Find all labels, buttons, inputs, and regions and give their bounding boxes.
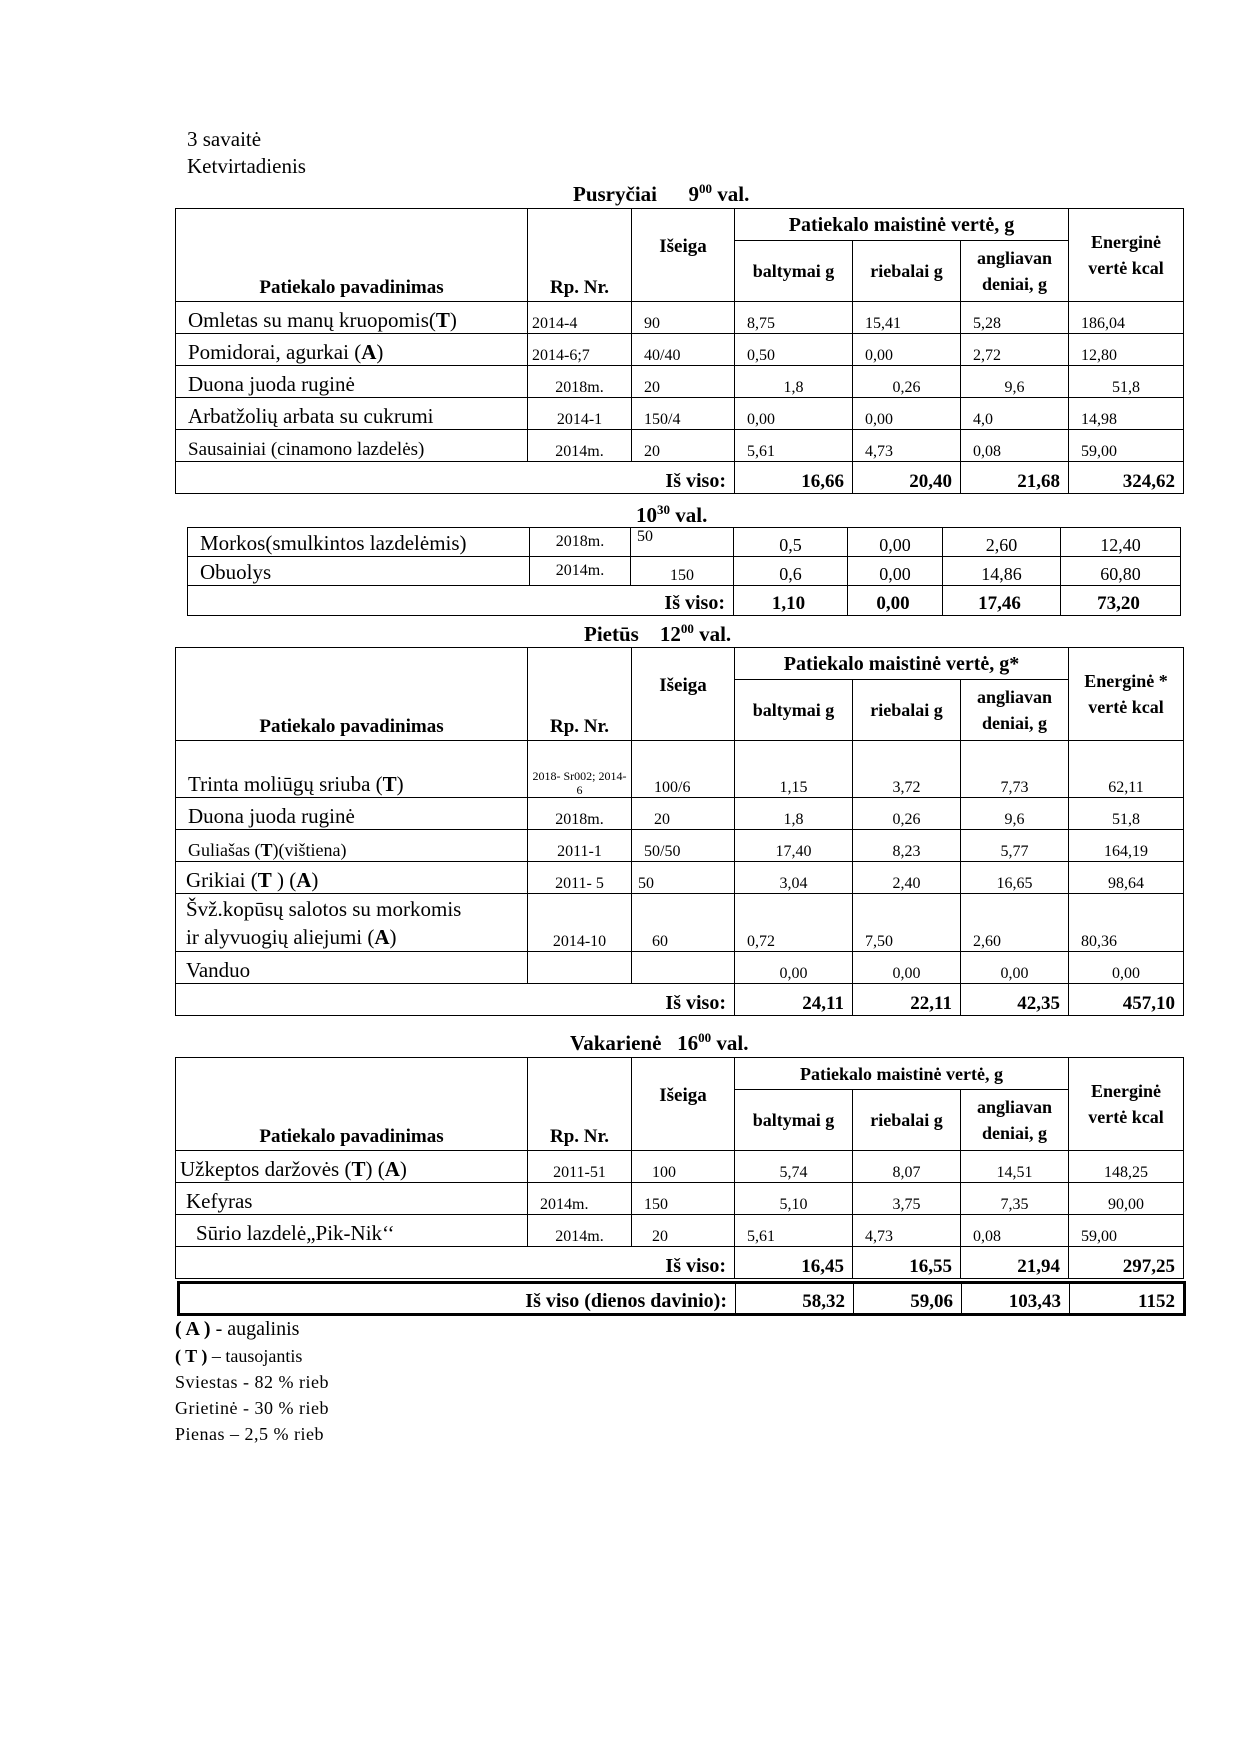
rp-number: 2011- 5 <box>528 862 632 894</box>
fat-value: 0,00 <box>853 952 961 984</box>
fat-value: 8,23 <box>853 830 961 862</box>
table-row <box>188 557 1181 586</box>
protein-value: 3,04 <box>735 862 853 894</box>
rp-number: 2014-4 <box>528 302 632 334</box>
rp-number: 2014-1 <box>528 398 632 430</box>
fat-value: 3,75 <box>853 1183 961 1215</box>
protein-value: 17,40 <box>735 830 853 862</box>
col-baltymai-header: baltymai g <box>735 680 853 741</box>
col-nutr-header: Patiekalo maistinė vertė, g <box>735 209 1069 241</box>
energy-value: 51,8 <box>1069 798 1184 830</box>
dish-name: Guliašas (T)(vištiena) <box>176 830 528 862</box>
dish-name: Užkeptos daržovės (T) (A) <box>176 1151 528 1183</box>
protein-value: 5,61 <box>735 1215 853 1247</box>
breakfast-table <box>175 208 1184 494</box>
lunch-title: Pietūs $12^{00}$ val. <box>584 621 732 646</box>
rp-number: 2014m. <box>528 1215 632 1247</box>
carb-value: 2,60 <box>961 894 1069 952</box>
col-riebalai-header: riebalai g <box>853 1090 961 1151</box>
dish-name: Obuolys <box>188 557 530 586</box>
fat-value: 8,07 <box>853 1151 961 1183</box>
fat-value: 0,26 <box>853 366 961 398</box>
total-carb: 42,35 <box>961 984 1069 1016</box>
energy-value: 59,00 <box>1069 1215 1184 1247</box>
col-energy-header: Energinė vertė kcal <box>1069 209 1184 302</box>
iseiga-value: 100 <box>632 1151 735 1183</box>
day-total-table <box>177 1281 1186 1316</box>
dinner-table <box>175 1057 1184 1279</box>
col-rp-header: Rp. Nr. <box>528 648 632 741</box>
total-label: Iš viso: <box>176 984 735 1016</box>
total-row <box>176 1247 1184 1279</box>
total-energy: 73,20 <box>1061 586 1181 616</box>
carb-value: 2,72 <box>961 334 1069 366</box>
col-name-header: Patiekalo pavadinimas <box>176 648 528 741</box>
protein-value: 0,5 <box>734 528 848 557</box>
iseiga-value: 50/50 <box>632 830 735 862</box>
iseiga-value: 20 <box>632 366 735 398</box>
rp-number: 2011-1 <box>528 830 632 862</box>
col-riebalai-header: riebalai g <box>853 680 961 741</box>
dish-name: Kefyras <box>176 1183 528 1215</box>
col-riebalai-header: riebalai g <box>853 241 961 302</box>
rp-number: 2011-51 <box>528 1151 632 1183</box>
total-fat: 22,11 <box>853 984 961 1016</box>
energy-value: 12,40 <box>1061 528 1181 557</box>
dish-name: Duona juoda ruginė <box>176 366 528 398</box>
legend-pienas: Pienas – 2,5 % rieb <box>175 1424 324 1444</box>
legend-sviestas: Sviestas - 82 % rieb <box>175 1372 329 1392</box>
energy-value: 59,00 <box>1069 430 1184 462</box>
legend-grietine: Grietinė - 30 % rieb <box>175 1398 329 1418</box>
legend-augalinis: ( A ) - augalinis <box>175 1318 300 1340</box>
rp-number: 2014-6;7 <box>528 334 632 366</box>
total-fat: 0,00 <box>848 586 943 616</box>
carb-value: 9,6 <box>961 798 1069 830</box>
total-energy: 457,10 <box>1069 984 1184 1016</box>
total-energy: 324,62 <box>1069 462 1184 494</box>
iseiga-value <box>632 952 735 984</box>
col-angl-header: angliavan deniai, g <box>961 241 1069 302</box>
energy-value: 12,80 <box>1069 334 1184 366</box>
energy-value: 148,25 <box>1069 1151 1184 1183</box>
iseiga-value: 60 <box>632 894 735 952</box>
col-name-header: Patiekalo pavadinimas <box>176 209 528 302</box>
iseiga-value: 50 <box>631 528 734 557</box>
dish-name: Grikiai (T ) (A) <box>176 862 528 894</box>
dish-name: Sūrio lazdelė„Pik-Nik‘‘ <box>176 1215 528 1247</box>
day-total-row <box>179 1283 1185 1315</box>
energy-value: 51,8 <box>1069 366 1184 398</box>
fat-value: 0,26 <box>853 798 961 830</box>
col-baltymai-header: baltymai g <box>735 241 853 302</box>
table-row <box>176 302 1184 334</box>
carb-value: 2,60 <box>943 528 1061 557</box>
carb-value: 4,0 <box>961 398 1069 430</box>
col-iseiga-header: Išeiga <box>632 209 735 302</box>
rp-number: 2014m. <box>528 1183 632 1215</box>
energy-value: 186,04 <box>1069 302 1184 334</box>
energy-value: 62,11 <box>1069 741 1184 798</box>
total-protein: 1,10 <box>734 586 848 616</box>
col-nutr-header: Patiekalo maistinė vertė, g* <box>735 648 1069 680</box>
iseiga-value: 40/40 <box>632 334 735 366</box>
rp-number: 2014m. <box>528 430 632 462</box>
iseiga-value: 20 <box>632 430 735 462</box>
col-rp-header: Rp. Nr. <box>528 1058 632 1151</box>
fat-value: 15,41 <box>853 302 961 334</box>
day-total-carb: 103,43 <box>962 1283 1070 1315</box>
protein-value: 5,10 <box>735 1183 853 1215</box>
protein-value: 0,00 <box>735 398 853 430</box>
week-label: 3 savaitė <box>187 127 262 151</box>
col-angl-header: angliavan deniai, g <box>961 680 1069 741</box>
total-fat: 16,55 <box>853 1247 961 1279</box>
protein-value: 1,15 <box>735 741 853 798</box>
dish-name: Trinta moliūgų sriuba (T) <box>176 741 528 798</box>
rp-number: 2018m. <box>528 798 632 830</box>
col-nutr-header: Patiekalo maistinė vertė, g <box>735 1058 1069 1090</box>
energy-value: 60,80 <box>1061 557 1181 586</box>
energy-value: 90,00 <box>1069 1183 1184 1215</box>
iseiga-value: 20 <box>632 1215 735 1247</box>
total-protein: 16,66 <box>735 462 853 494</box>
carb-value: 7,73 <box>961 741 1069 798</box>
dish-name: Arbatžolių arbata su cukrumi <box>176 398 528 430</box>
energy-value: 80,36 <box>1069 894 1184 952</box>
table-row <box>176 334 1184 366</box>
carb-value: 0,08 <box>961 1215 1069 1247</box>
carb-value: 0,08 <box>961 430 1069 462</box>
fat-value: 0,00 <box>853 334 961 366</box>
protein-value: 0,50 <box>735 334 853 366</box>
protein-value: 0,00 <box>735 952 853 984</box>
total-label: Iš viso: <box>176 1247 735 1279</box>
col-name-header: Patiekalo pavadinimas <box>176 1058 528 1151</box>
table-row <box>176 830 1184 862</box>
iseiga-value: 150 <box>631 557 734 586</box>
table-row <box>176 1183 1184 1215</box>
dish-name: Švž.kopūsų salotos su morkomis ir alyvuogių aliejumi (A) <box>176 894 528 952</box>
energy-value: 0,00 <box>1069 952 1184 984</box>
iseiga-value: 20 <box>632 798 735 830</box>
iseiga-value: 100/6 <box>632 741 735 798</box>
fat-value: 0,00 <box>848 528 943 557</box>
col-iseiga-header: Išeiga <box>632 648 735 741</box>
carb-value: 0,00 <box>961 952 1069 984</box>
dish-name: Duona juoda ruginė <box>176 798 528 830</box>
dish-name: Omletas su manų kruopomis(T) <box>176 302 528 334</box>
total-protein: 24,11 <box>735 984 853 1016</box>
legend-tausojantis: ( T ) – tausojantis <box>175 1346 303 1366</box>
total-energy: 297,25 <box>1069 1247 1184 1279</box>
table-row <box>176 398 1184 430</box>
fat-value: 3,72 <box>853 741 961 798</box>
dish-name: Vanduo <box>176 952 528 984</box>
dish-name: Sausainiai (cinamono lazdelės) <box>176 430 528 462</box>
lunch-table <box>175 647 1184 1016</box>
total-carb: 21,68 <box>961 462 1069 494</box>
rp-number: 2018m. <box>530 528 631 557</box>
table-row <box>176 862 1184 894</box>
protein-value: 0,72 <box>735 894 853 952</box>
iseiga-value: 50 <box>632 862 735 894</box>
table-row <box>176 1215 1184 1247</box>
fat-value: 2,40 <box>853 862 961 894</box>
protein-value: 5,74 <box>735 1151 853 1183</box>
total-fat: 20,40 <box>853 462 961 494</box>
snack-title: $10^{30}$ val. <box>636 502 708 527</box>
table-row <box>188 528 1181 557</box>
carb-value: 14,86 <box>943 557 1061 586</box>
day-total-label: Iš viso (dienos davinio): <box>179 1283 736 1315</box>
dish-name: Pomidorai, agurkai (A) <box>176 334 528 366</box>
energy-value: 98,64 <box>1069 862 1184 894</box>
iseiga-value: 90 <box>632 302 735 334</box>
col-angl-header: angliavan deniai, g <box>961 1090 1069 1151</box>
fat-value: 0,00 <box>853 398 961 430</box>
carb-value: 9,6 <box>961 366 1069 398</box>
table-row <box>176 894 1184 952</box>
day-total-fat: 59,06 <box>854 1283 962 1315</box>
table-row <box>176 952 1184 984</box>
fat-value: 4,73 <box>853 1215 961 1247</box>
breakfast-title: Pusryčiai $9^{00}$ val. <box>573 181 750 206</box>
rp-number <box>528 952 632 984</box>
carb-value: 7,35 <box>961 1183 1069 1215</box>
protein-value: 1,8 <box>735 798 853 830</box>
total-row <box>176 462 1184 494</box>
fat-value: 0,00 <box>848 557 943 586</box>
col-energy-header: Energinė vertė kcal <box>1069 1058 1184 1151</box>
rp-number: 2014-10 <box>528 894 632 952</box>
iseiga-value: 150/4 <box>632 398 735 430</box>
table-row <box>176 366 1184 398</box>
protein-value: 1,8 <box>735 366 853 398</box>
total-protein: 16,45 <box>735 1247 853 1279</box>
fat-value: 4,73 <box>853 430 961 462</box>
table-row <box>176 430 1184 462</box>
col-rp-header: Rp. Nr. <box>528 209 632 302</box>
total-row <box>176 984 1184 1016</box>
snack-table <box>187 527 1181 616</box>
protein-value: 5,61 <box>735 430 853 462</box>
day-total-protein: 58,32 <box>736 1283 854 1315</box>
total-carb: 21,94 <box>961 1247 1069 1279</box>
total-label: Iš viso: <box>188 586 734 616</box>
total-row <box>188 586 1181 616</box>
day-total-energy: 1152 <box>1070 1283 1185 1315</box>
carb-value: 5,28 <box>961 302 1069 334</box>
protein-value: 0,6 <box>734 557 848 586</box>
col-energy-header: Energinė * vertė kcal <box>1069 648 1184 741</box>
energy-value: 14,98 <box>1069 398 1184 430</box>
rp-number: 2018- Sr002; 2014-6 <box>528 741 632 798</box>
carb-value: 14,51 <box>961 1151 1069 1183</box>
day-label: Ketvirtadienis <box>187 154 306 178</box>
dinner-title: Vakarienė $16^{00}$ val. <box>570 1030 749 1055</box>
total-carb: 17,46 <box>943 586 1061 616</box>
total-label: Iš viso: <box>176 462 735 494</box>
table-row <box>176 798 1184 830</box>
rp-number: 2014m. <box>530 557 631 586</box>
carb-value: 16,65 <box>961 862 1069 894</box>
rp-number: 2018m. <box>528 366 632 398</box>
table-row <box>176 1151 1184 1183</box>
iseiga-value: 150 <box>632 1183 735 1215</box>
col-baltymai-header: baltymai g <box>735 1090 853 1151</box>
col-iseiga-header: Išeiga <box>632 1058 735 1151</box>
fat-value: 7,50 <box>853 894 961 952</box>
dish-name: Morkos(smulkintos lazdelėmis) <box>188 528 530 557</box>
protein-value: 8,75 <box>735 302 853 334</box>
energy-value: 164,19 <box>1069 830 1184 862</box>
carb-value: 5,77 <box>961 830 1069 862</box>
table-row <box>176 741 1184 798</box>
